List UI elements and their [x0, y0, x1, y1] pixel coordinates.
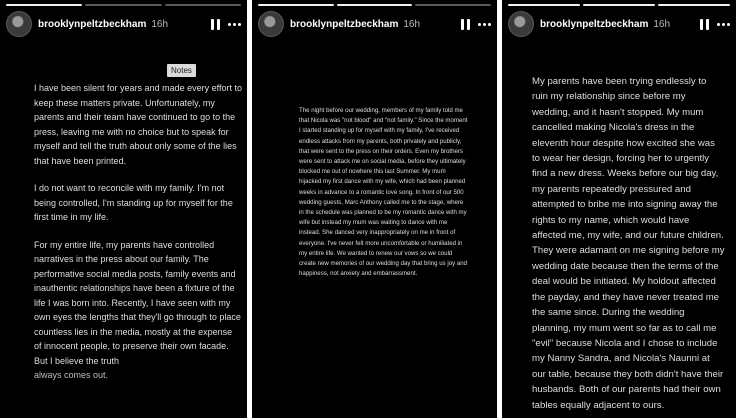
paragraph: For my entire life, my parents have controlled narratives in the press about our family. The performative social media posts, family events and inauthentic relationships have been a fixture of the life I was born into. Recently, I have seen with my own eyes the lengths that they'll go through to place countless lies in the media, mostly at the expense of innocent people, to preserve their own facade. But I believe the truth always comes out. [34, 239, 241, 380]
paragraph: The night before our wedding, members of my family told me that Nicola was "not blood" and "not family." Since the moment I started standing up for myself with my family, I've received endless attacks from my parents, both privately and publicly, that were sent to the press on their orders. Even my brothers were sent to attack me on social media, before they ultimately blocked me out of nowhere this last Summer. My mum hijacked my first dance with my wife, which had been planned weeks in advance to a romantic love song. In front of our 500 wedding guests, Marc Anthony called me to the stage, where in the schedule was planned to be my romantic dance with my wife but instead my mum was waiting to dance with me instead. She danced very inappropriately on me in front of everyone. I've never felt more uncomfortable or humiliated in my entire life. We wanted to renew our vows so we could create new memories of our wedding day that bring us joy and happiness, not anxiety and embarrassment. [299, 107, 468, 278]
progress-segment [165, 4, 241, 6]
avatar[interactable] [258, 11, 284, 37]
story-panel-2[interactable] [252, 0, 497, 418]
progress-segment [658, 4, 730, 6]
story-panel-3[interactable] [502, 0, 736, 418]
paragraph: I do not want to reconcile with my family. I'm not being controlled, I'm standing up for myself for the first time in my life. [34, 183, 233, 222]
progress-segment [6, 4, 82, 6]
username[interactable]: brooklynpeltzbeckham [38, 18, 147, 30]
avatar[interactable] [508, 11, 534, 37]
more-options-icon[interactable] [717, 23, 730, 26]
avatar[interactable] [6, 11, 32, 37]
username[interactable]: brooklynpeltzbeckham [540, 18, 649, 30]
story-header [508, 10, 730, 38]
story-text [299, 106, 469, 279]
story-panel-1[interactable] [0, 0, 247, 418]
story-header [258, 10, 491, 38]
more-options-icon[interactable] [478, 23, 491, 26]
paragraph: My parents have been trying endlessly to ruin my relationship since before my wedding, and it hasn't stopped. My mum cancelled making Nicola's dress in the eleventh hour despite how excited she was to wear her design, forcing her to urgently find a new dress. Weeks before our big day, my parents repeatedly pressured and attempted to bribe me into signing away the rights to my name, which would have affected me, my wife, and our future children. They were adamant on me signing before my wedding date because then the terms of the deal would be initiated. My holdout affected the payday, and they have never treated me the same since. During the wedding planning, my mum went so far as to call me "evil" because Nicola and I chose to include my Nanny Sandra, and Nicola's Naunni at our table, because they both didn't have their husbands. Both of our parents had their own tables equally adjacent to ours. [532, 76, 725, 411]
story-progress-bar [6, 4, 241, 6]
faded-text: always comes out. [34, 370, 109, 380]
progress-segment [258, 4, 334, 6]
more-options-icon[interactable] [228, 23, 241, 26]
notes-tag: Notes [167, 64, 196, 77]
pause-icon[interactable] [461, 19, 470, 30]
progress-segment [415, 4, 491, 6]
username[interactable]: brooklynpeltzbeckham [290, 18, 399, 30]
post-time: 16h [151, 18, 169, 30]
progress-segment [508, 4, 580, 6]
story-progress-bar [258, 4, 491, 6]
story-header [6, 10, 241, 38]
paragraph: I have been silent for years and made every effort to keep these matters private. Unfortunately, my parents and their team have continued to go to the press, leaving me with no choice but to speak for myself and tell the truth about only some of the lies that have been printed. [34, 83, 242, 166]
story-text [34, 81, 242, 383]
progress-segment [583, 4, 655, 6]
pause-icon[interactable] [211, 19, 220, 30]
progress-segment [337, 4, 413, 6]
story-progress-bar [508, 4, 730, 6]
pause-icon[interactable] [700, 19, 709, 30]
progress-segment [85, 4, 161, 6]
post-time: 16h [653, 18, 671, 30]
story-text [532, 74, 725, 413]
post-time: 16h [403, 18, 421, 30]
